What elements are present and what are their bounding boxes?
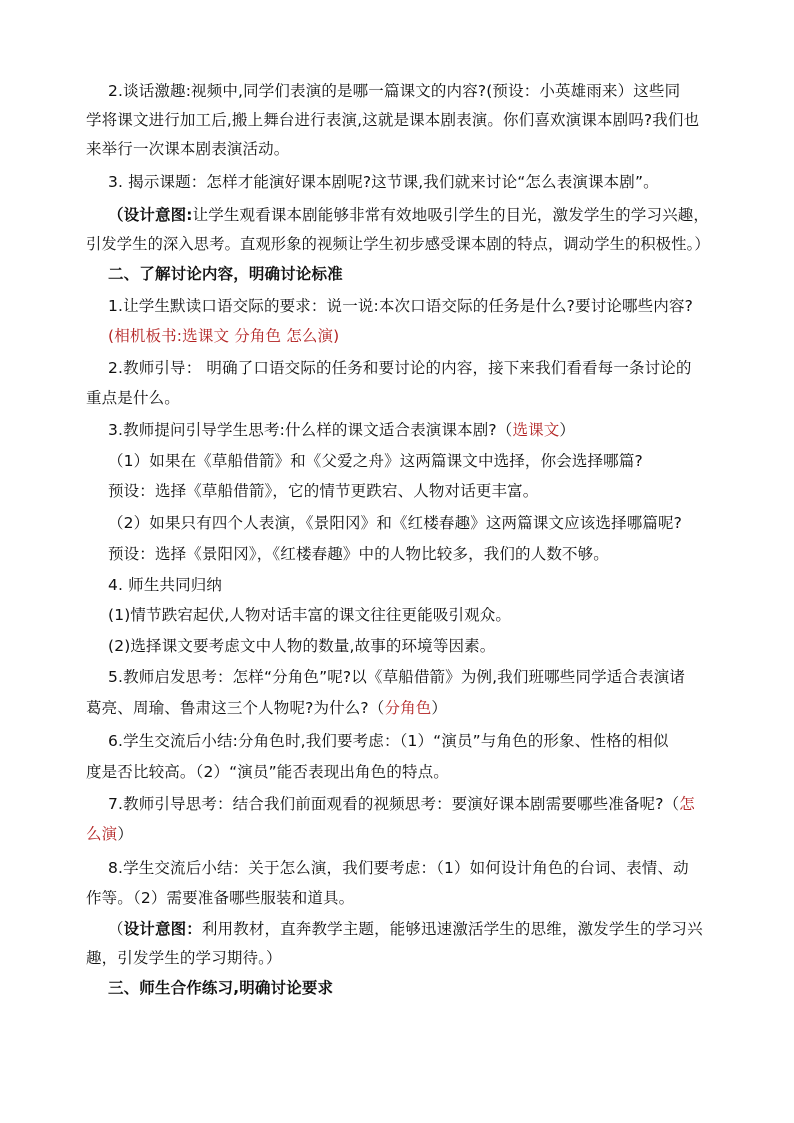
text-segment: （2）如果只有四个人表演，《景阳冈》和《红楼春趣》这两篇课文应该选择哪篇呢? bbox=[108, 514, 683, 532]
text-segment: 2.谈话激趣:视频中,同学们表演的是哪一篇课文的内容?(预设：小英雄雨来）这些同 bbox=[108, 82, 681, 100]
text-segment: (1)情节跌宕起伏,人物对话丰富的课文往往更能吸引观众。 bbox=[108, 606, 512, 624]
text-line-l11 bbox=[86, 388, 712, 408]
text-segment: 三、师生合作练习,明确讨论要求 bbox=[108, 979, 334, 997]
text-line-l14 bbox=[108, 481, 712, 501]
text-segment: 怎 bbox=[679, 795, 695, 813]
text-segment: 选课文 bbox=[512, 421, 560, 439]
text-line-l30 bbox=[108, 978, 712, 998]
text-line-l9 bbox=[108, 326, 712, 346]
text-segment: 么演 bbox=[86, 825, 118, 843]
text-segment: （设计意图: bbox=[108, 206, 193, 224]
text-line-l20 bbox=[108, 667, 712, 687]
text-line-l29 bbox=[86, 948, 712, 968]
text-segment: 引发学生的深入思考。直观形象的视频让学生初步感受课本剧的特点，调动学生的积极性。） bbox=[86, 235, 710, 253]
text-line-l19 bbox=[108, 636, 712, 656]
text-line-l15 bbox=[108, 513, 712, 533]
text-line-l5 bbox=[108, 205, 712, 225]
text-line-l8 bbox=[108, 296, 712, 316]
text-segment: 学将课文进行加工后,搬上舞台进行表演,这就是课本剧表演。你们喜欢演课本剧吗?我们也 bbox=[86, 111, 700, 129]
text-segment: 3. 揭示课题：怎样才能演好课本剧呢?这节课,我们就来讨论“怎么表演课本剧”。 bbox=[108, 173, 659, 191]
text-segment: 来举行一次课本剧表演活动。 bbox=[86, 140, 290, 158]
text-segment: 趣，引发学生的学习期待。） bbox=[86, 949, 282, 967]
text-segment: 2.教师引导： 明确了口语交际的任务和要讨论的内容，接下来我们看看每一条讨论的 bbox=[108, 359, 692, 377]
text-segment: 6.学生交流后小结:分角色时,我们要考虑：（1）“演员”与角色的形象、性格的相似 bbox=[108, 732, 669, 750]
text-line-l21 bbox=[86, 698, 712, 718]
text-segment: 预设：选择《草船借箭》，它的情节更跌宕、人物对话更丰富。 bbox=[108, 482, 539, 500]
text-line-l17 bbox=[108, 575, 712, 595]
text-line-l27 bbox=[86, 888, 712, 908]
text-segment: 让学生观看课本剧能够非常有效地吸引学生的目光，激发学生的学习兴趣， bbox=[192, 206, 710, 224]
text-line-l1 bbox=[108, 81, 712, 101]
text-segment: 1.让学生默读口语交际的要求：说一说:本次口语交际的任务是什么?要讨论哪些内容? bbox=[108, 297, 693, 315]
text-segment: ） bbox=[431, 699, 448, 717]
text-segment: 5.教师启发思考：怎样“分角色”呢?以《草船借箭》为例,我们班哪些同学适合表演诸 bbox=[108, 668, 686, 686]
text-line-l16 bbox=[108, 544, 712, 564]
text-segment: 重点是什么。 bbox=[86, 389, 180, 407]
text-segment: 度是否比较高。（2）“演员”能否表现出角色的特点。 bbox=[86, 763, 449, 781]
text-segment: (2)选择课文要考虑文中人物的数量,故事的环境等因素。 bbox=[108, 637, 496, 655]
text-segment: 作等。（2）需要准备哪些服装和道具。 bbox=[86, 889, 355, 907]
text-line-l7 bbox=[108, 264, 712, 284]
text-line-l3 bbox=[86, 139, 712, 159]
text-segment: 8.学生交流后小结：关于怎么演，我们要考虑：（1）如何设计角色的台词、表情、动 bbox=[108, 859, 689, 877]
text-line-l2 bbox=[86, 110, 712, 130]
text-line-l13 bbox=[108, 451, 712, 471]
text-segment: 利用教材，直奔教学主题，能够迅速激活学生的思维，激发学生的学习兴 bbox=[201, 920, 703, 938]
text-segment: 3.教师提问引导学生思考:什么样的课文适合表演课本剧?（ bbox=[108, 421, 513, 439]
text-segment: 二、了解讨论内容，明确讨论标准 bbox=[108, 265, 343, 283]
text-line-l25 bbox=[86, 824, 712, 844]
text-segment: (相机板书:选课文 分角色 怎么演) bbox=[108, 327, 340, 345]
text-segment: 4. 师生共同归纳 bbox=[108, 576, 223, 594]
text-segment: 分角色 bbox=[384, 699, 432, 717]
text-segment: 7.教师引导思考：结合我们前面观看的视频思考：要演好课本剧需要哪些准备呢?（ bbox=[108, 795, 680, 813]
text-segment: 设计意图： bbox=[123, 920, 202, 938]
text-line-l26 bbox=[108, 858, 712, 878]
text-segment: 预设：选择《景阳冈》，《红楼春趣》中的人物比较多，我们的人数不够。 bbox=[108, 545, 609, 563]
text-line-l18 bbox=[108, 605, 712, 625]
text-segment: ） bbox=[559, 421, 576, 439]
text-line-l24 bbox=[108, 794, 712, 814]
text-line-l22 bbox=[108, 731, 712, 751]
text-line-l6 bbox=[86, 234, 712, 254]
text-segment: 葛亮、周瑜、鲁肃这三个人物呢?为什么?（ bbox=[86, 699, 385, 717]
text-line-l10 bbox=[108, 358, 712, 378]
text-line-l12 bbox=[108, 420, 712, 440]
text-line-l28 bbox=[108, 919, 712, 939]
text-segment: （1）如果在《草船借箭》和《父爱之舟》这两篇课文中选择，你会选择哪篇? bbox=[108, 452, 643, 470]
text-segment: （ bbox=[108, 920, 124, 938]
text-line-l23 bbox=[86, 762, 712, 782]
text-line-l4 bbox=[108, 172, 712, 192]
text-segment: ） bbox=[117, 825, 133, 843]
